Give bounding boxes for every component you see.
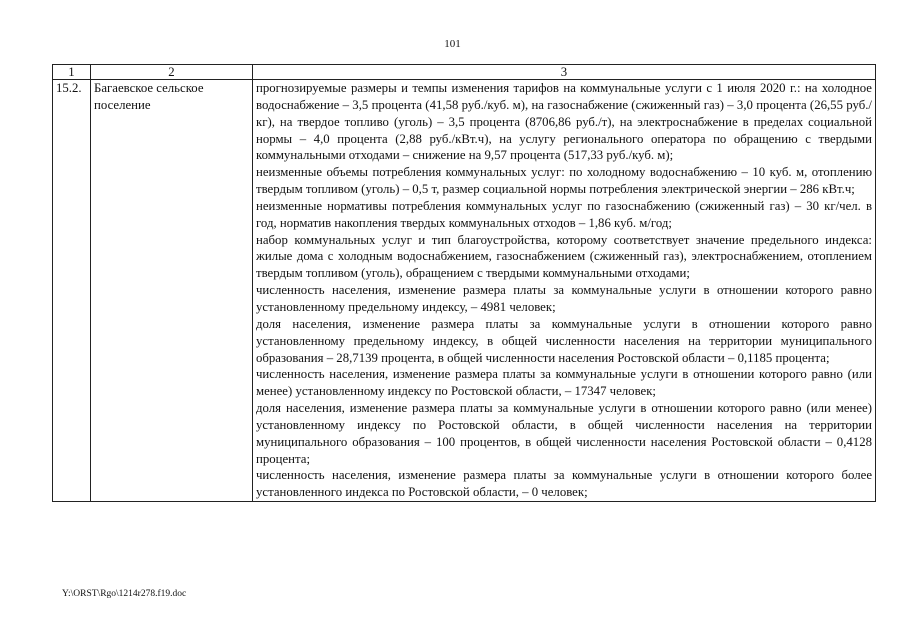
tariff-table [52,64,876,502]
page-number: 101 [444,38,461,50]
paragraph-population-equal: численность населения, изменение размера платы за коммунальные услуги в отношении которого равно установленному предельному индексу, – 4981 человек; [256,283,872,314]
column-header-1: 1 [53,65,91,80]
paragraph-population-above: численность населения, изменение размера платы за коммунальные услуги в отношении которого более установленного индекса по Ростовской области, – 0 человек; [256,468,872,500]
paragraph-tariff-forecast: прогнозируемые размеры и темпы изменения тарифов на коммунальные услуги с 1 июля 2020 г.: на холодное водоснабжение – 3,5 процента (41,58 руб./куб. м), на газоснабжение (сжиженный газ) – 3,0 процента (26,55 руб./кг), на твердое топливо (уголь) – 3,5 процента (8706,86 руб./т), на электроснабжение в пределах социальной нормы – 4,0 процента (2,88 руб./кВт.ч), на услугу регионального оператора по обращению с твердыми коммунальными отходами – снижение на 9,57 процента (517,33 руб./куб. м); [256,81,872,163]
row-content [253,80,876,502]
paragraph-share-equal: доля населения, изменение размера платы за коммунальные услуги в отношении которого равно установленному предельному индексу, в общей численности населения на территории муниципального образования – 28,7139 процента, в общей численности населения Ростовской области – 0,1185 процента; [256,316,872,365]
footer-file-path: Y:\ORST\Rgo\1214r278.f19.doc [62,589,187,599]
paragraph-services-set: набор коммунальных услуг и тип благоустройства, которому соответствует значение предельного индекса: жилые дома с холодным водоснабжением, газоснабжением (сжиженный газ), электроснабжением, отоплением твердым топливом (уголь), обращением с твердыми коммунальными отходами; [256,232,872,281]
column-header-2: 2 [91,65,253,80]
table-header-row [53,65,876,80]
table-row [53,80,876,502]
paragraph-share-regional: доля населения, изменение размера платы за коммунальные услуги в отношении которого равно (или менее) установленному индексу по Ростовской области, в общей численности населения на территории муниципального образования – 100 процентов, в общей численности населения Ростовской области – 0,4128 процента; [256,401,872,466]
row-number: 15.2. [53,80,91,502]
column-header-3: 3 [253,65,876,80]
paragraph-population-regional: численность населения, изменение размера платы за коммунальные услуги в отношении которого равно (или менее) установленному индексу по Ростовской области, – 17347 человек; [256,367,872,399]
paragraph-consumption-norms: неизменные нормативы потребления коммунальных услуг по газоснабжению (сжиженный газ) – 30 кг/чел. в год, норматив накопления твердых коммунальных отходов – 1,86 куб. м/год; [256,198,872,230]
paragraph-consumption-volumes: неизменные объемы потребления коммунальных услуг: по холодному водоснабжению – 10 куб. м, отоплению твердым топливом (уголь) – 0,5 т, размер социальной нормы потребления электрической энергии – 286 кВт.ч; [256,165,872,197]
settlement-name: Багаевское сельское поселение [91,80,253,502]
